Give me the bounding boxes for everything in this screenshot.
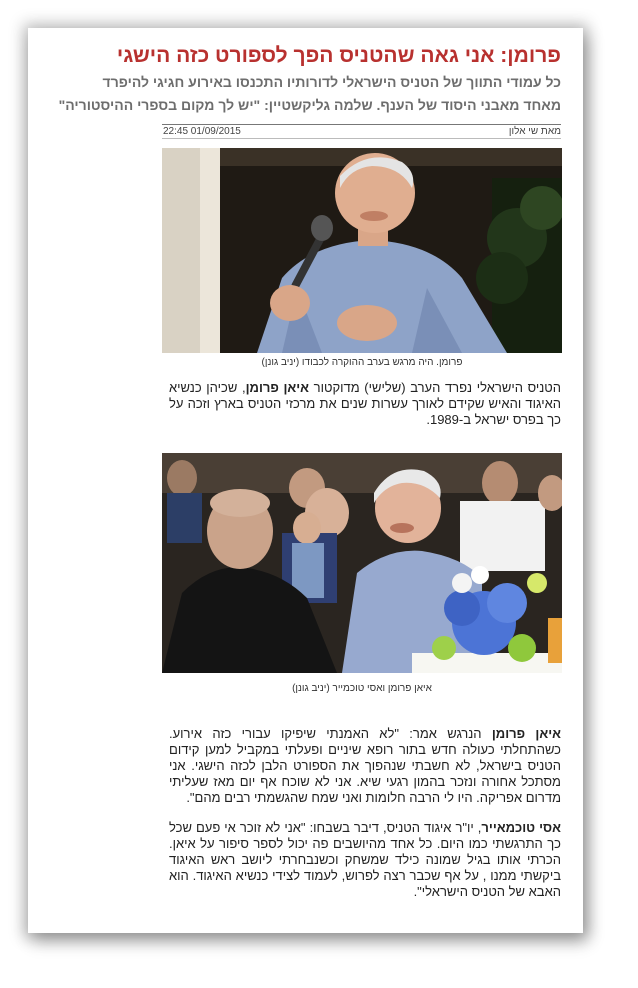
article-subtitle-line-1: כל עמודי התווך של הטניס הישראלי לדורותיו התכנסו באירוע חגיגי להיפרד	[102, 74, 561, 90]
body-paragraph-3	[169, 820, 561, 900]
body-paragraph-2	[169, 726, 561, 806]
article-content	[28, 28, 583, 933]
p1-person-name: איאן פרומן	[245, 380, 310, 395]
article-subtitle-line-2: מאחד מאבני היסוד של הענף. שלמה גליקשטיין: "יש לך מקום בספרי ההיסטוריה"	[58, 97, 561, 113]
photo-two-men	[162, 453, 562, 673]
publish-date: 22:45 01/09/2015	[163, 126, 241, 137]
p2-text: הנרגש אמר: "לא האמנתי שיפיקו עבורי כזה אירוע. כשהתחלתי כעולה חדש בתור רופא שיניים ופעלתי במקביל למען קידום הטניס בישראל, לא חשבתי שנהפוך את הספורט הלבן לכזה הישגי. אני מסתכל אחורה ונזכר בהמון רגעי שיא. אני לא שוכח אף יום מאז שעליתי מדרום אפריקה. היו לי הרבה חלומות ואני שמח שהגשמתי רבים מהם".	[169, 726, 561, 805]
photo-two-men-graphic	[162, 453, 562, 673]
article-headline: פרומן: אני גאה שהטניס הפך לספורט כזה הישגי	[116, 44, 561, 67]
article-card	[28, 28, 583, 933]
byline-row	[162, 124, 561, 139]
p3-text: , יו"ר איגוד הטניס, דיבר בשבחו: "אני לא זוכר אי פעם שכל כך התרגשתי כמו היום. כל אחד מהיושבים פה יכול לספר סיפור על איאן. הכרתי אותו בגיל שמונה כילד שמשחק וכשנבחרתי ליושב ראש האיגוד ביקשתי ממנו , על אף שכבר רצה לפרוש, לעמוד לצידי כנשיא האיגוד. הוא האבא של הטניס הישראלי".	[169, 820, 561, 899]
photo-1-caption: פרומן. היה מרגש בערב ההוקרה לכבודו (יניב גונן)	[261, 357, 463, 368]
photo-speaker-microphone	[162, 148, 562, 353]
photo-2-caption: איאן פרומן ואסי טוכמייר (יניב גונן)	[292, 683, 432, 694]
p2-person-name: איאן פרומן	[491, 726, 561, 741]
p3-person-name: אסי טוכמאייר	[481, 820, 562, 835]
p1-text-before: הטניס הישראלי נפרד הערב (שלישי) מדוקטור	[309, 380, 561, 395]
author-name[interactable]: מאת שי אלון	[508, 126, 561, 137]
p1-text-after: , שכיהן כנשיא האיגוד והאיש שקידם לאורך עשרות שנים את מרכזי הטניס בארץ וזכה על כך בפרס ישראל ב-1989.	[169, 380, 561, 427]
body-paragraph-1	[169, 380, 561, 428]
photo-speaker-graphic	[162, 148, 562, 353]
